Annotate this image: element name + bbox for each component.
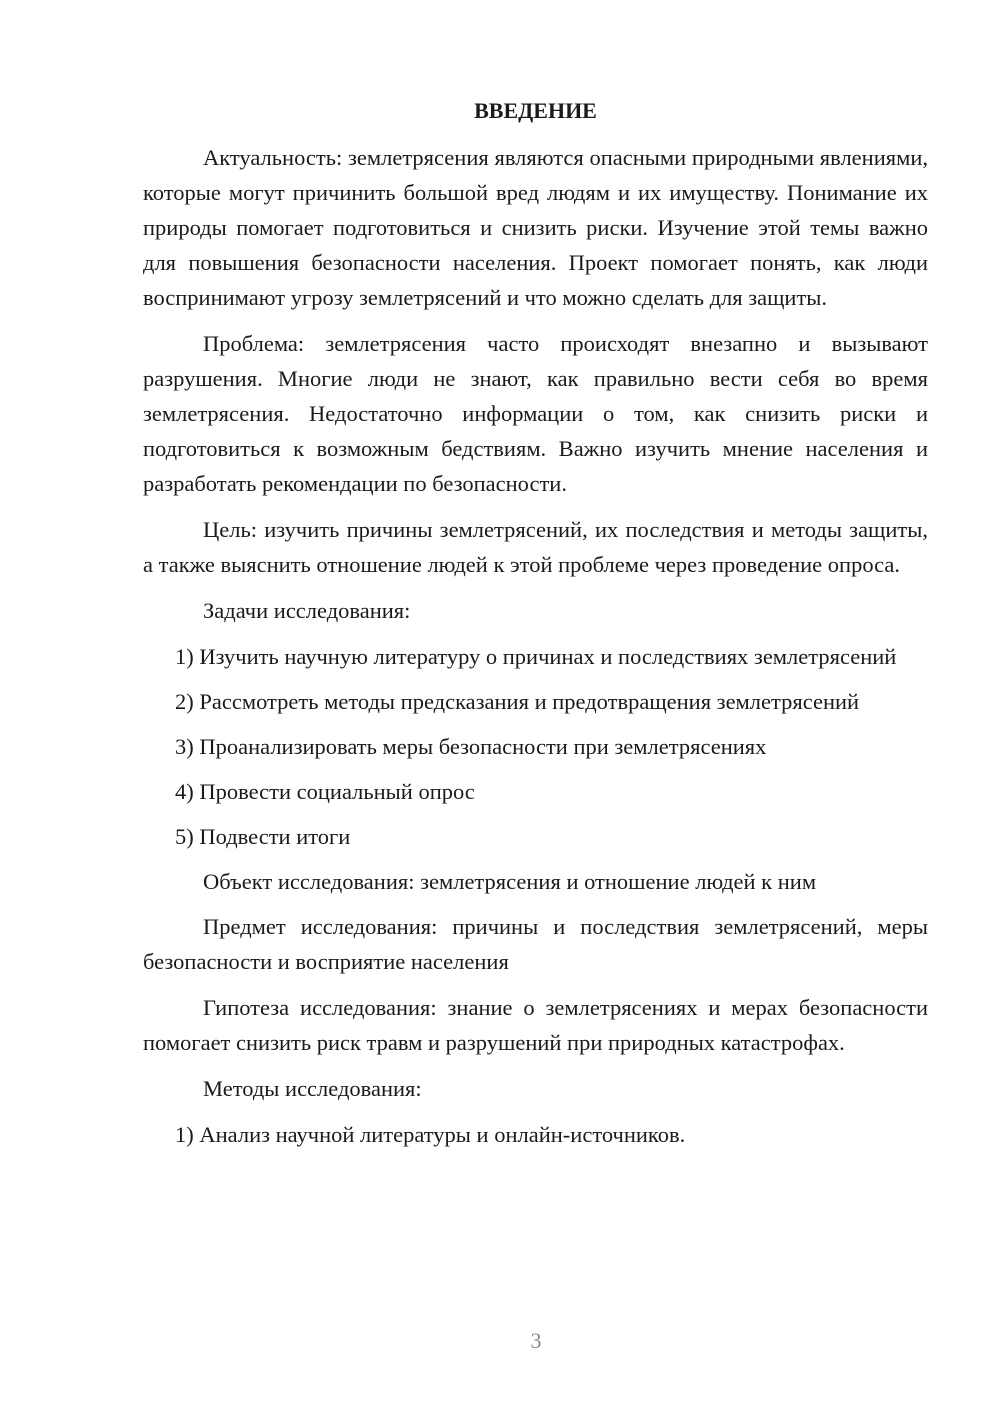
- goal-paragraph: Цель: изучить причины землетрясений, их последствия и методы защиты, а также выяснить отношение людей к этой проблеме через проведение опроса.: [143, 517, 928, 577]
- method-item: 1) Анализ научной литературы и онлайн-источников.: [175, 1122, 686, 1147]
- page-number: 3: [530, 1328, 542, 1353]
- task-item: 4) Провести социальный опрос: [175, 779, 475, 804]
- object-paragraph: Объект исследования: землетрясения и отношение людей к ним: [203, 869, 817, 894]
- methods-heading: Методы исследования:: [203, 1076, 422, 1101]
- task-item: 5) Подвести итоги: [175, 824, 351, 849]
- document-page: [143, 93, 928, 1162]
- relevance-paragraph: Актуальность: землетрясения являются опасными природными явлениями, которые могут причинить большой вред людям и их имуществу. Понимание их природы помогает подготовиться и снизить риски. Изучение этой темы важно для повышения безопасности населения. Проект помогает понять, как люди воспринимают угрозу землетрясений и что можно сделать для защиты.: [143, 145, 928, 310]
- task-item: 2) Рассмотреть методы предсказания и предотвращения землетрясений: [175, 689, 860, 714]
- task-item: 3) Проанализировать меры безопасности при землетрясениях: [175, 734, 767, 759]
- subject-paragraph: Предмет исследования: причины и последствия землетрясений, меры безопасности и восприятие населения: [143, 914, 928, 974]
- problem-paragraph: Проблема: землетрясения часто происходят внезапно и вызывают разрушения. Многие люди не знают, как правильно вести себя во время землетрясения. Недостаточно информации о том, как снизить риски и подготовиться к возможным бедствиям. Важно изучить мнение населения и разработать рекомендации по безопасности.: [143, 331, 928, 496]
- task-item: 1) Изучить научную литературу о причинах и последствиях землетрясений: [175, 644, 897, 669]
- page-title: ВВЕДЕНИЕ: [474, 98, 597, 123]
- hypothesis-paragraph: Гипотеза исследования: знание о землетрясениях и мерах безопасности помогает снизить риск травм и разрушений при природных катастрофах.: [143, 995, 928, 1055]
- tasks-heading: Задачи исследования:: [203, 598, 411, 623]
